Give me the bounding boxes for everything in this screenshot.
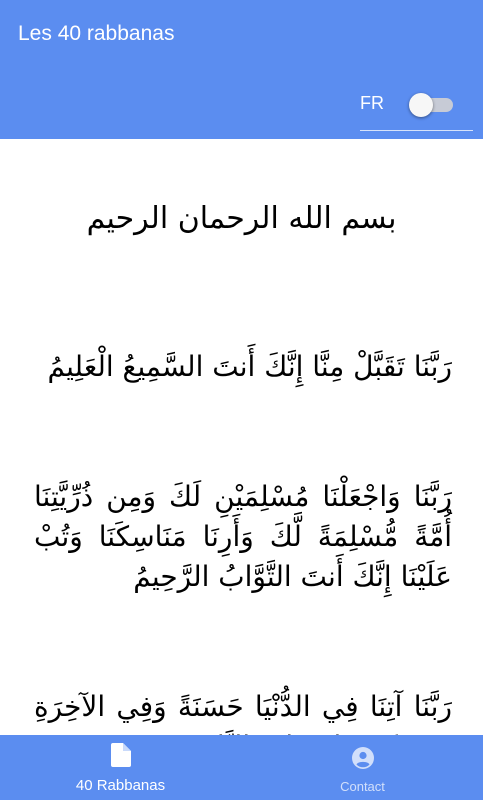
nav-item-contact[interactable]: [242, 735, 483, 800]
toggle-thumb: [409, 93, 433, 117]
prayer-text-1: رَبَّنَا تَقَبَّلْ مِنَّا إِنَّكَ أَنتَ السَّمِيعُ الْعَلِيمُ: [47, 350, 452, 383]
nav-item-40-rabbanas[interactable]: [0, 735, 241, 800]
rabbanas-list[interactable]: [0, 139, 483, 735]
language-underline: [360, 130, 473, 131]
document-icon: [111, 743, 131, 771]
account-circle-icon: [352, 747, 374, 773]
app-bar: [0, 0, 483, 139]
language-label: FR: [360, 93, 384, 113]
prayer-text-3: رَبَّنَا آتِنَا فِي الدُّنْيَا حَسَنَةً وَفِي الآخِرَةِ: [34, 690, 452, 723]
nav-label-40-rabbanas: 40 Rabbanas: [75, 777, 166, 794]
app-title: Les 40 rabbanas: [18, 22, 175, 45]
language-toggle[interactable]: [409, 96, 455, 114]
bottom-navigation: [0, 735, 483, 800]
nav-label-contact: Contact: [340, 779, 385, 794]
prayer-text-2: رَبَّنَا وَاجْعَلْنَا مُسْلِمَيْنِ لَكَ وَمِن ذُرِّيَّتِنَا أُمَّةً مُّسْلِمَةً لَّكَ وَأَرِنَا مَنَاسِكَنَا وَتُبْ عَلَيْنَا إِنَّكَ أَنتَ التَّوَّابُ الرَّحِيمُ: [34, 480, 452, 593]
basmala-heading: بسم الله الرحمان الرحيم: [86, 201, 397, 236]
